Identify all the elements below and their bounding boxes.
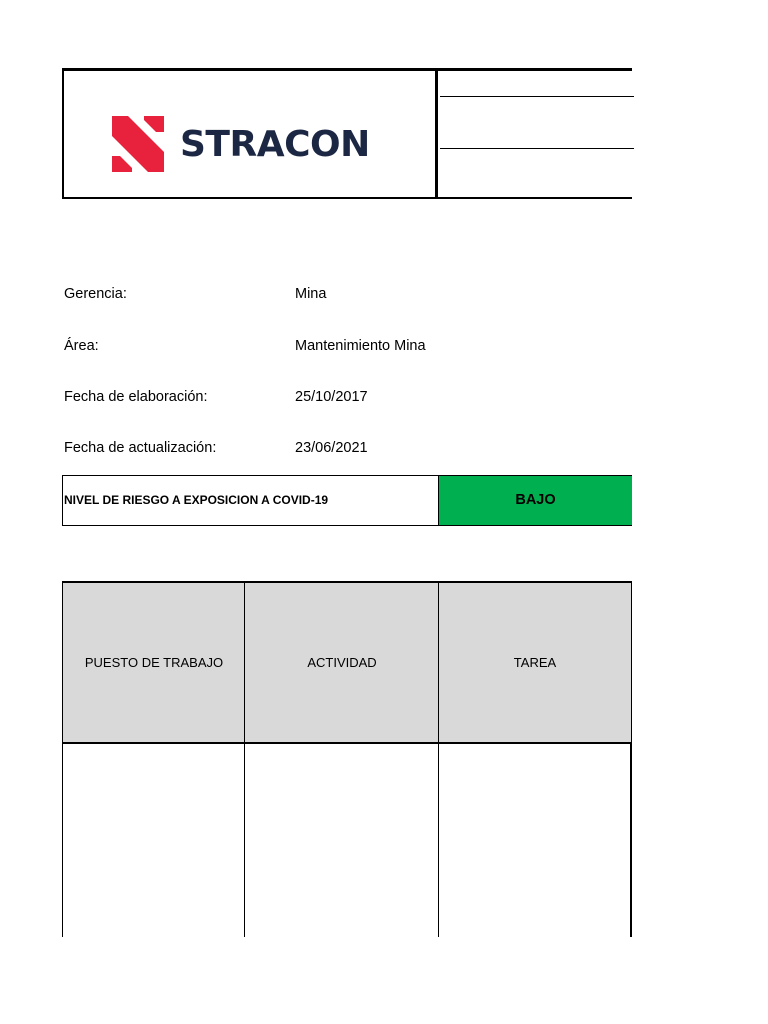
logo-text: STRACON [180, 123, 370, 165]
column-divider [244, 583, 245, 937]
stracon-mark-icon [112, 116, 164, 172]
management-value: Mina [295, 286, 327, 302]
column-header-task: TAREA [439, 583, 631, 744]
column-divider [438, 583, 439, 937]
area-label: Área: [64, 338, 99, 354]
document-header [62, 68, 632, 199]
created-date-label: Fecha de elaboración: [64, 389, 208, 405]
company-logo [112, 116, 370, 172]
column-header-job-position: PUESTO DE TRABAJO [63, 583, 245, 744]
header-divider [440, 96, 634, 97]
risk-level-row [62, 475, 632, 526]
area-value: Mantenimiento Mina [295, 338, 426, 354]
updated-date-label: Fecha de actualización: [64, 440, 217, 456]
management-label: Gerencia: [64, 286, 127, 302]
header-divider [440, 148, 634, 149]
logo-cell [64, 71, 438, 197]
risk-level-badge: BAJO [438, 476, 632, 525]
updated-date-value: 23/06/2021 [295, 440, 368, 456]
created-date-value: 25/10/2017 [295, 389, 368, 405]
task-table [62, 581, 632, 937]
risk-level-label: NIVEL DE RIESGO A EXPOSICION A COVID-19 [64, 493, 329, 507]
column-header-activity: ACTIVIDAD [245, 583, 439, 744]
